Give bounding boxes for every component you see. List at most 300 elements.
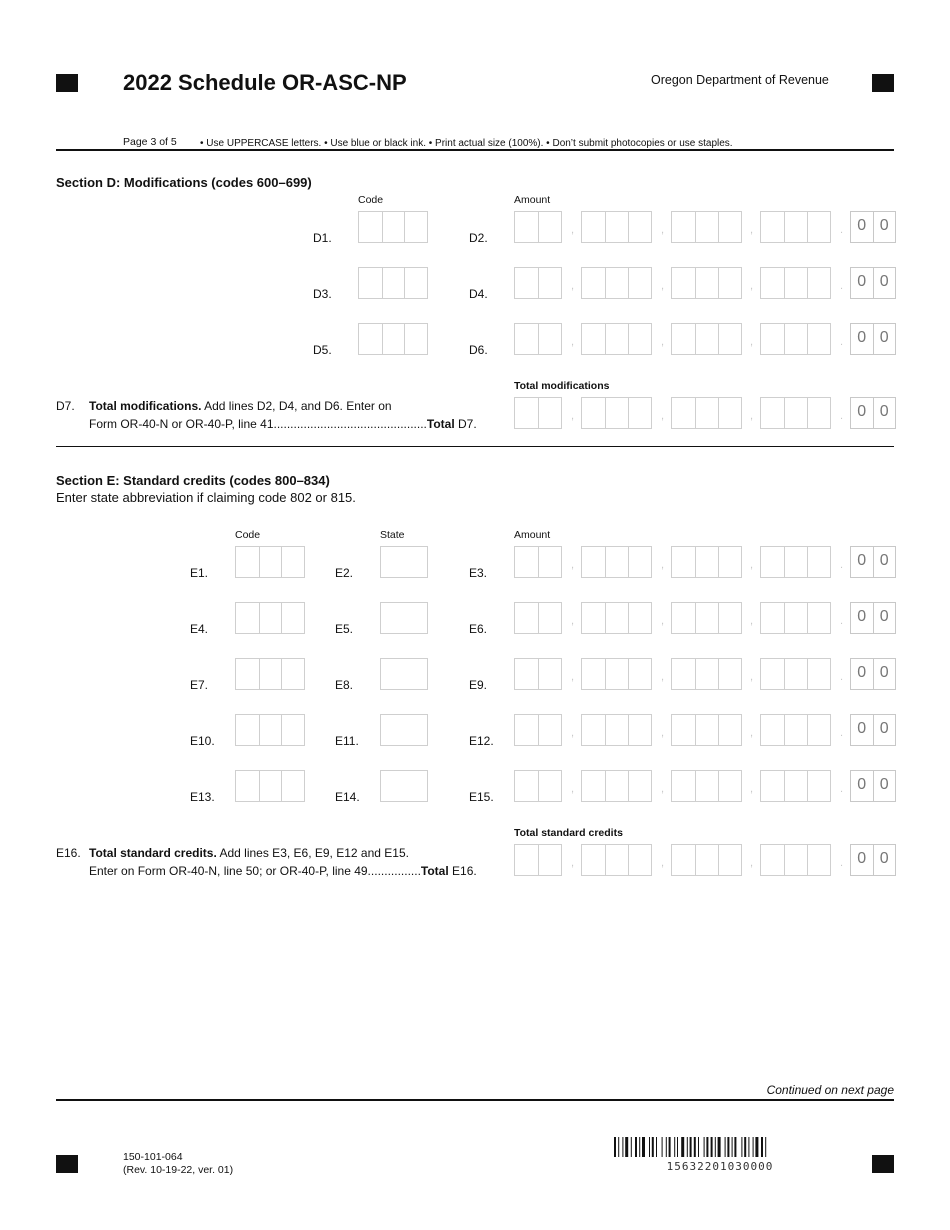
amount-thousands-input-divider [628, 603, 629, 633]
amount-millions-input[interactable] [514, 602, 562, 634]
barcode-bar [732, 1137, 733, 1157]
amount-hundreds-input-divider [718, 659, 719, 689]
amount-hundreds-input[interactable] [671, 770, 742, 802]
amount-hundreds-input-divider [695, 268, 696, 298]
section-d-heading: Section D: Modifications (codes 600–699) [56, 175, 312, 190]
amount-cents-digit: 0 [873, 603, 896, 633]
form-title: 2022 Schedule OR-ASC-NP [123, 70, 407, 95]
section-d-amount-label: Amount [514, 194, 551, 206]
code-input[interactable] [358, 323, 428, 355]
barcode-bar [687, 1137, 688, 1157]
line-3-label: D3. [313, 287, 332, 301]
amount-cents[interactable] [850, 267, 896, 299]
footer-rule [56, 1099, 894, 1101]
total-modifications-hundreds-input-divider [718, 398, 719, 428]
registration-mark-top-right [872, 74, 894, 92]
line-d7-total-line: D7. [454, 417, 477, 431]
line-d7-total-label: Total [426, 417, 455, 431]
code-line-label: E4. [190, 622, 209, 636]
amount-ones-input-divider [784, 268, 785, 298]
total-standard-credits-decimal: . [840, 857, 844, 869]
amount-cents-digit: 0 [857, 329, 867, 346]
code-input-divider [281, 771, 282, 801]
amount-separator: , [750, 559, 754, 571]
amount-thousands-input-divider [605, 771, 606, 801]
registration-mark-bottom-left [56, 1155, 78, 1173]
code-input-divider [404, 324, 405, 354]
amount-millions-input-divider [538, 547, 539, 577]
state-line-label: E14. [335, 790, 360, 804]
amount-thousands-input[interactable] [581, 323, 652, 355]
code-input[interactable] [235, 714, 305, 746]
amount-ones-input-divider [807, 771, 808, 801]
barcode-bar [635, 1137, 637, 1157]
amount-separator: , [750, 783, 754, 795]
amount-separator: , [661, 280, 665, 292]
amount-hundreds-input-divider [695, 212, 696, 242]
state-input[interactable] [380, 770, 428, 802]
amount-thousands-input-divider [628, 547, 629, 577]
state-input[interactable] [380, 546, 428, 578]
barcode-bar [625, 1137, 628, 1157]
amount-separator: , [571, 224, 575, 236]
state-line-label: E5. [335, 622, 354, 636]
amount-ones-input-divider [784, 212, 785, 242]
continued-note: Continued on next page [766, 1083, 894, 1097]
total-modifications-decimal: . [840, 410, 844, 422]
total-standard-credits-cents-digit: 0 [873, 845, 896, 875]
line-e16-text2: Enter on Form OR-40-N, line 50; or OR-40-P, line 49................ [89, 864, 421, 878]
amount-line-label: E6. [469, 622, 488, 636]
amount-thousands-input-divider [605, 324, 606, 354]
barcode-bar [718, 1137, 721, 1157]
barcode-bar [677, 1137, 678, 1157]
amount-cents[interactable] [850, 658, 896, 690]
amount-ones-input[interactable] [760, 602, 831, 634]
amount-millions-input[interactable] [514, 546, 562, 578]
section-e-code-label: Code [235, 529, 261, 541]
amount-ones-input-divider [784, 771, 785, 801]
state-line-label: E2. [335, 566, 354, 580]
form-revision: (Rev. 10-19-22, ver. 01) [123, 1164, 234, 1176]
code-input-divider [259, 715, 260, 745]
barcode-bar [715, 1137, 716, 1157]
amount-hundreds-input-divider [695, 603, 696, 633]
amount-cents-digit: 0 [857, 217, 867, 234]
line-d7-bold: Total modifications. [89, 399, 202, 413]
barcode-bar [704, 1137, 705, 1157]
instructions: • Use UPPERCASE letters. • Use blue or black ink. • Print actual size (100%). • Don’t submit photocopies or use staples. [200, 138, 733, 149]
amount-separator: , [661, 671, 665, 683]
code-input-divider [404, 268, 405, 298]
amount-hundreds-input-divider [718, 547, 719, 577]
amount-separator: , [661, 727, 665, 739]
amount-hundreds-input-divider [718, 715, 719, 745]
amount-ones-input-divider [807, 212, 808, 242]
line-e16-number: E16. [56, 846, 81, 860]
amount-millions-input[interactable] [514, 267, 562, 299]
amount-ones-input-divider [807, 603, 808, 633]
barcode-bar [642, 1137, 645, 1157]
amount-thousands-input-divider [605, 212, 606, 242]
amount-cents-digit: 0 [857, 273, 867, 290]
amount-decimal: . [840, 280, 844, 292]
total-standard-credits-cents-digit: 0 [857, 850, 867, 867]
code-input[interactable] [358, 211, 428, 243]
amount-thousands-input[interactable] [581, 211, 652, 243]
code-input-divider [259, 547, 260, 577]
barcode-bar [666, 1137, 667, 1157]
amount-separator: , [571, 559, 575, 571]
total-modifications-thousands-input[interactable] [581, 397, 652, 429]
amount-cents[interactable] [850, 714, 896, 746]
code-line-label: E13. [190, 790, 215, 804]
amount-thousands-input[interactable] [581, 267, 652, 299]
barcode-bar [669, 1137, 671, 1157]
section-e-heading: Section E: Standard credits (codes 800–834) [56, 473, 330, 488]
amount-millions-input-divider [538, 212, 539, 242]
total-standard-credits-thousands-input[interactable] [581, 844, 652, 876]
line-e16-total-label: Total [420, 864, 449, 878]
total-standard-credits-hundreds-input[interactable] [671, 844, 742, 876]
amount-separator: , [750, 615, 754, 627]
line-e16-description-2 [89, 862, 477, 880]
total-standard-credits-cents[interactable] [850, 844, 896, 876]
total-modifications-hundreds-input[interactable] [671, 397, 742, 429]
amount-thousands-input-divider [605, 659, 606, 689]
amount-thousands-input-divider [628, 659, 629, 689]
amount-line-label: E9. [469, 678, 488, 692]
total-modifications-heading: Total modifications [514, 380, 610, 392]
amount-cents[interactable] [850, 211, 896, 243]
amount-separator: , [750, 280, 754, 292]
line-d7-number: D7. [56, 399, 75, 413]
barcode-bar [706, 1137, 708, 1157]
amount-separator: , [750, 671, 754, 683]
amount-cents-digit: 0 [873, 659, 896, 689]
code-input-divider [281, 659, 282, 689]
amount-thousands-input[interactable] [581, 602, 652, 634]
form-number [123, 1151, 233, 1177]
amount-separator: , [661, 336, 665, 348]
line-e16-total-line: E16. [448, 864, 477, 878]
total-modifications-cents-digit: 0 [873, 398, 896, 428]
amount-hundreds-input-divider [695, 547, 696, 577]
amount-line-label: D2. [469, 231, 488, 245]
amount-thousands-input-divider [605, 547, 606, 577]
amount-thousands-input-divider [605, 715, 606, 745]
amount-millions-input[interactable] [514, 714, 562, 746]
state-input[interactable] [380, 602, 428, 634]
amount-thousands-input-divider [628, 715, 629, 745]
line-d7-text2: Form OR-40-N or OR-40-P, line 41.............................................. [89, 417, 427, 431]
amount-millions-input-divider [538, 715, 539, 745]
code-input[interactable] [235, 658, 305, 690]
code-input-divider [281, 603, 282, 633]
section-e-subtext: Enter state abbreviation if claiming code 802 or 815. [56, 490, 356, 505]
amount-hundreds-input[interactable] [671, 267, 742, 299]
amount-ones-input-divider [807, 715, 808, 745]
amount-thousands-input[interactable] [581, 770, 652, 802]
amount-cents[interactable] [850, 602, 896, 634]
amount-ones-input[interactable] [760, 267, 831, 299]
amount-decimal: . [840, 615, 844, 627]
total-modifications-thousands-input-divider [628, 398, 629, 428]
amount-cents-digit: 0 [857, 664, 867, 681]
form-number-text: 150-101-064 [123, 1151, 183, 1163]
section-rule [56, 446, 894, 447]
amount-ones-input-divider [784, 547, 785, 577]
code-input-divider [259, 771, 260, 801]
amount-millions-input[interactable] [514, 211, 562, 243]
amount-ones-input-divider [807, 547, 808, 577]
barcode [614, 1137, 826, 1157]
total-modifications-ones-input-divider [784, 398, 785, 428]
amount-ones-input[interactable] [760, 770, 831, 802]
code-line-label: E7. [190, 678, 209, 692]
amount-millions-input[interactable] [514, 770, 562, 802]
amount-thousands-input[interactable] [581, 658, 652, 690]
line-e16-bold: Total standard credits. [89, 846, 217, 860]
barcode-bar [734, 1137, 736, 1157]
state-input[interactable] [380, 658, 428, 690]
barcode-bar [674, 1137, 675, 1157]
amount-cents[interactable] [850, 546, 896, 578]
amount-cents-digit: 0 [873, 268, 896, 298]
code-line-label: E10. [190, 734, 215, 748]
amount-decimal: . [840, 671, 844, 683]
amount-hundreds-input[interactable] [671, 323, 742, 355]
total-standard-credits-ones-input-divider [784, 845, 785, 875]
amount-hundreds-input-divider [695, 324, 696, 354]
code-input-divider [281, 715, 282, 745]
amount-hundreds-input[interactable] [671, 714, 742, 746]
amount-cents-digit: 0 [857, 720, 867, 737]
barcode-bar [761, 1137, 763, 1157]
amount-separator: , [571, 727, 575, 739]
amount-thousands-input[interactable] [581, 546, 652, 578]
amount-ones-input[interactable] [760, 211, 831, 243]
amount-ones-input[interactable] [760, 714, 831, 746]
total-standard-credits-ones-input-divider [807, 845, 808, 875]
amount-thousands-input-divider [628, 771, 629, 801]
amount-millions-input-divider [538, 603, 539, 633]
code-input-divider [382, 324, 383, 354]
state-line-label: E11. [335, 734, 359, 748]
page-indicator: Page 3 of 5 [123, 136, 177, 148]
total-modifications-millions-input-divider [538, 398, 539, 428]
line-5-label: D5. [313, 343, 332, 357]
total-modifications-ones-input[interactable] [760, 397, 831, 429]
code-input[interactable] [235, 602, 305, 634]
code-line-label: E1. [190, 566, 209, 580]
barcode-bar [698, 1137, 699, 1157]
amount-ones-input-divider [784, 603, 785, 633]
line-e16-description [89, 844, 409, 862]
line-d7-text1: Add lines D2, D4, and D6. Enter on [201, 399, 392, 413]
total-modifications-millions-input[interactable] [514, 397, 562, 429]
total-standard-credits-thousands-input-divider [605, 845, 606, 875]
barcode-bar [614, 1137, 616, 1157]
amount-line-label: E12. [469, 734, 494, 748]
amount-millions-input[interactable] [514, 323, 562, 355]
barcode-bar [744, 1137, 746, 1157]
total-modifications-separator: , [750, 410, 754, 422]
total-standard-credits-hundreds-input-divider [695, 845, 696, 875]
amount-ones-input[interactable] [760, 658, 831, 690]
amount-hundreds-input-divider [718, 771, 719, 801]
amount-decimal: . [840, 783, 844, 795]
amount-separator: , [661, 224, 665, 236]
code-input-divider [281, 547, 282, 577]
total-modifications-thousands-input-divider [605, 398, 606, 428]
amount-line-label: E15. [469, 790, 494, 804]
amount-thousands-input-divider [605, 603, 606, 633]
amount-hundreds-input-divider [695, 771, 696, 801]
amount-cents[interactable] [850, 323, 896, 355]
barcode-bar [694, 1137, 696, 1157]
line-1-label: D1. [313, 231, 332, 245]
amount-cents-digit: 0 [857, 608, 867, 625]
code-input-divider [382, 268, 383, 298]
barcode-bar [618, 1137, 619, 1157]
total-standard-credits-millions-input[interactable] [514, 844, 562, 876]
amount-ones-input-divider [784, 715, 785, 745]
amount-cents-digit: 0 [857, 552, 867, 569]
barcode-bar [727, 1137, 729, 1157]
amount-separator: , [571, 336, 575, 348]
amount-cents-digit: 0 [857, 776, 867, 793]
amount-hundreds-input-divider [695, 715, 696, 745]
amount-cents-digit: 0 [873, 771, 896, 801]
amount-line-label: D6. [469, 343, 488, 357]
barcode-bar [681, 1137, 684, 1157]
amount-separator: , [661, 559, 665, 571]
barcode-bar [753, 1137, 754, 1157]
total-standard-credits-separator: , [750, 857, 754, 869]
amount-separator: , [750, 727, 754, 739]
code-input[interactable] [358, 267, 428, 299]
barcode-bar [755, 1137, 758, 1157]
amount-cents-digit: 0 [873, 547, 896, 577]
amount-ones-input[interactable] [760, 323, 831, 355]
amount-line-label: D4. [469, 287, 488, 301]
amount-hundreds-input[interactable] [671, 211, 742, 243]
amount-cents-digit: 0 [873, 212, 896, 242]
amount-hundreds-input[interactable] [671, 658, 742, 690]
total-standard-credits-heading: Total standard credits [514, 827, 623, 839]
section-e-amount-label: Amount [514, 529, 551, 541]
amount-ones-input-divider [784, 324, 785, 354]
code-input[interactable] [235, 770, 305, 802]
amount-millions-input-divider [538, 771, 539, 801]
amount-separator: , [750, 336, 754, 348]
amount-ones-input-divider [807, 324, 808, 354]
total-standard-credits-separator: , [571, 857, 575, 869]
registration-mark-top-left [56, 74, 78, 92]
total-modifications-cents-digit: 0 [857, 403, 867, 420]
amount-separator: , [661, 615, 665, 627]
amount-thousands-input-divider [628, 324, 629, 354]
barcode-bar [639, 1137, 640, 1157]
total-standard-credits-millions-input-divider [538, 845, 539, 875]
amount-thousands-input[interactable] [581, 714, 652, 746]
amount-decimal: . [840, 727, 844, 739]
barcode-bar [631, 1137, 632, 1157]
amount-hundreds-input-divider [695, 659, 696, 689]
code-input-divider [382, 212, 383, 242]
amount-millions-input-divider [538, 324, 539, 354]
total-standard-credits-ones-input[interactable] [760, 844, 831, 876]
barcode-bar [652, 1137, 654, 1157]
amount-ones-input-divider [807, 268, 808, 298]
amount-hundreds-input[interactable] [671, 602, 742, 634]
amount-separator: , [750, 224, 754, 236]
amount-decimal: . [840, 336, 844, 348]
barcode-bar [649, 1137, 650, 1157]
code-input[interactable] [235, 546, 305, 578]
code-input-divider [259, 659, 260, 689]
amount-hundreds-input-divider [718, 212, 719, 242]
total-standard-credits-hundreds-input-divider [718, 845, 719, 875]
amount-separator: , [571, 783, 575, 795]
amount-separator: , [571, 671, 575, 683]
amount-line-label: E3. [469, 566, 488, 580]
total-standard-credits-thousands-input-divider [628, 845, 629, 875]
amount-separator: , [661, 783, 665, 795]
barcode-bar [725, 1137, 726, 1157]
total-modifications-cents[interactable] [850, 397, 896, 429]
barcode-bar [656, 1137, 657, 1157]
barcode-bar [690, 1137, 692, 1157]
registration-mark-bottom-right [872, 1155, 894, 1173]
total-modifications-separator: , [661, 410, 665, 422]
code-input-divider [404, 212, 405, 242]
line-e16-text1: Add lines E3, E6, E9, E12 and E15. [216, 846, 409, 860]
amount-separator: , [571, 615, 575, 627]
total-modifications-ones-input-divider [807, 398, 808, 428]
section-e-state-label: State [380, 529, 405, 541]
line-d7-description-2 [89, 415, 477, 433]
amount-hundreds-input[interactable] [671, 546, 742, 578]
amount-separator: , [571, 280, 575, 292]
amount-thousands-input-divider [628, 268, 629, 298]
barcode-number: 15632201030000 [666, 1160, 774, 1173]
state-input[interactable] [380, 714, 428, 746]
total-modifications-hundreds-input-divider [695, 398, 696, 428]
header-rule [56, 149, 894, 151]
amount-ones-input[interactable] [760, 546, 831, 578]
amount-thousands-input-divider [628, 212, 629, 242]
amount-millions-input[interactable] [514, 658, 562, 690]
amount-millions-input-divider [538, 659, 539, 689]
amount-cents-digit: 0 [873, 715, 896, 745]
barcode-bar [765, 1137, 766, 1157]
amount-thousands-input-divider [605, 268, 606, 298]
amount-decimal: . [840, 224, 844, 236]
barcode-bar [741, 1137, 742, 1157]
state-line-label: E8. [335, 678, 354, 692]
amount-hundreds-input-divider [718, 603, 719, 633]
amount-cents[interactable] [850, 770, 896, 802]
agency-name: Oregon Department of Revenue [651, 73, 829, 87]
amount-hundreds-input-divider [718, 324, 719, 354]
amount-cents-digit: 0 [873, 324, 896, 354]
amount-ones-input-divider [784, 659, 785, 689]
barcode-bar [748, 1137, 749, 1157]
barcode-bar [711, 1137, 713, 1157]
amount-millions-input-divider [538, 268, 539, 298]
